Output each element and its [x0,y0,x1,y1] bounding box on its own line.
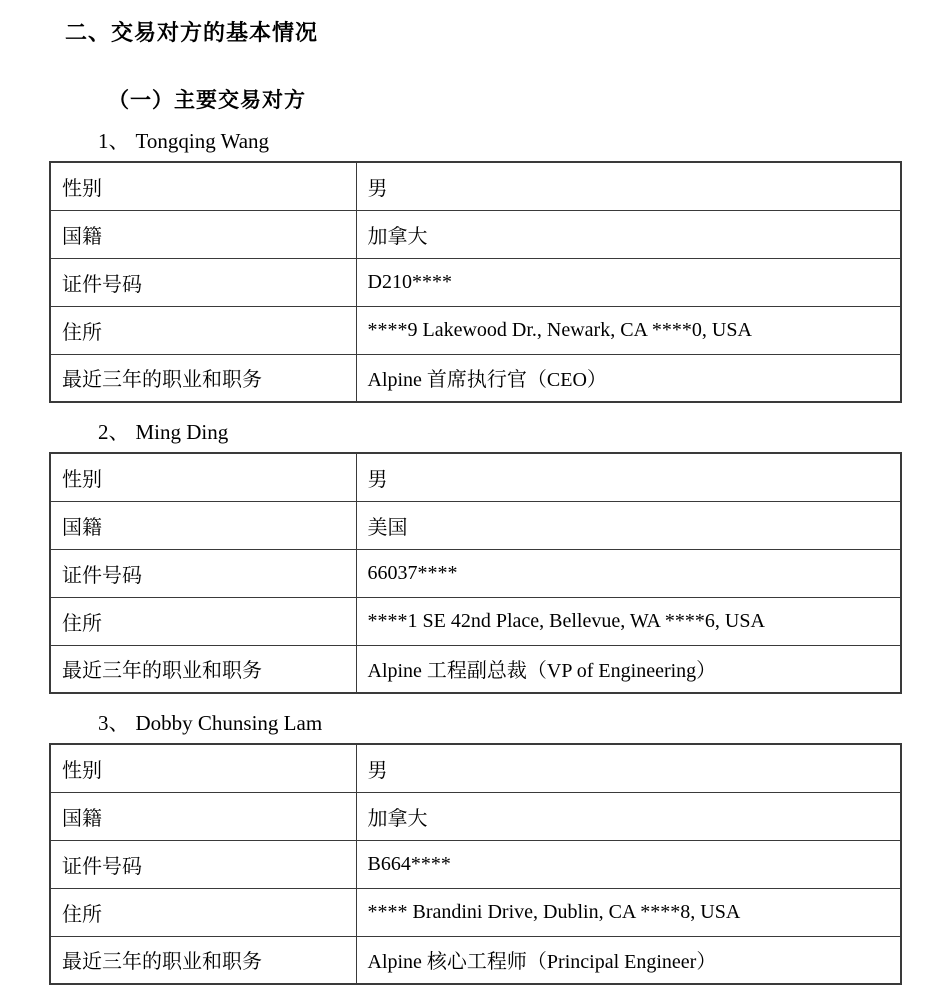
table-row [50,597,901,645]
row-value: 男 [356,453,901,501]
person-number: 1、 [98,129,130,153]
row-label: 国籍 [50,210,356,258]
person-section [0,129,937,403]
person-info-table-1 [49,161,902,403]
row-label: 住所 [50,306,356,354]
row-label: 最近三年的职业和职务 [50,936,356,984]
table-row [50,888,901,936]
person-heading-2 [98,420,937,444]
table-row [50,306,901,354]
row-value: **** Brandini Drive, Dublin, CA ****8, USA [356,888,901,936]
row-label: 最近三年的职业和职务 [50,354,356,402]
section-subtitle: （一）主要交易对方 [108,88,306,112]
row-label: 性别 [50,744,356,792]
person-heading-3 [98,711,937,735]
table-row [50,354,901,402]
row-label: 国籍 [50,501,356,549]
row-value: 加拿大 [356,210,901,258]
row-label: 证件号码 [50,549,356,597]
person-number: 3、 [98,711,130,735]
person-info-table-2 [49,452,902,694]
row-value: Alpine 核心工程师（Principal Engineer） [356,936,901,984]
table-row [50,501,901,549]
row-label: 国籍 [50,792,356,840]
table-row [50,744,901,792]
row-label: 证件号码 [50,840,356,888]
person-name: Ming Ding [135,420,229,444]
person-section [0,420,937,694]
table-row [50,792,901,840]
person-number: 2、 [98,420,130,444]
row-value: B664**** [356,840,901,888]
table-row [50,936,901,984]
person-heading-1 [98,129,937,153]
row-value: Alpine 首席执行官（CEO） [356,354,901,402]
document-title: 二、交易对方的基本情况 [65,20,319,45]
table-row [50,258,901,306]
person-name: Tongqing Wang [135,129,270,153]
row-value: 男 [356,162,901,210]
row-label: 住所 [50,597,356,645]
row-value: 男 [356,744,901,792]
row-label: 性别 [50,453,356,501]
table-row [50,162,901,210]
row-value: 加拿大 [356,792,901,840]
row-value: Alpine 工程副总裁（VP of Engineering） [356,645,901,693]
table-row [50,840,901,888]
table-row [50,645,901,693]
person-info-table-3 [49,743,902,985]
table-row [50,210,901,258]
person-section [0,711,937,985]
row-value: D210**** [356,258,901,306]
row-label: 最近三年的职业和职务 [50,645,356,693]
table-row [50,453,901,501]
row-label: 住所 [50,888,356,936]
row-label: 证件号码 [50,258,356,306]
row-value: ****9 Lakewood Dr., Newark, CA ****0, USA [356,306,901,354]
row-value: 美国 [356,501,901,549]
row-value: 66037**** [356,549,901,597]
person-name: Dobby Chunsing Lam [135,711,323,735]
table-row [50,549,901,597]
row-value: ****1 SE 42nd Place, Bellevue, WA ****6, USA [356,597,901,645]
row-label: 性别 [50,162,356,210]
